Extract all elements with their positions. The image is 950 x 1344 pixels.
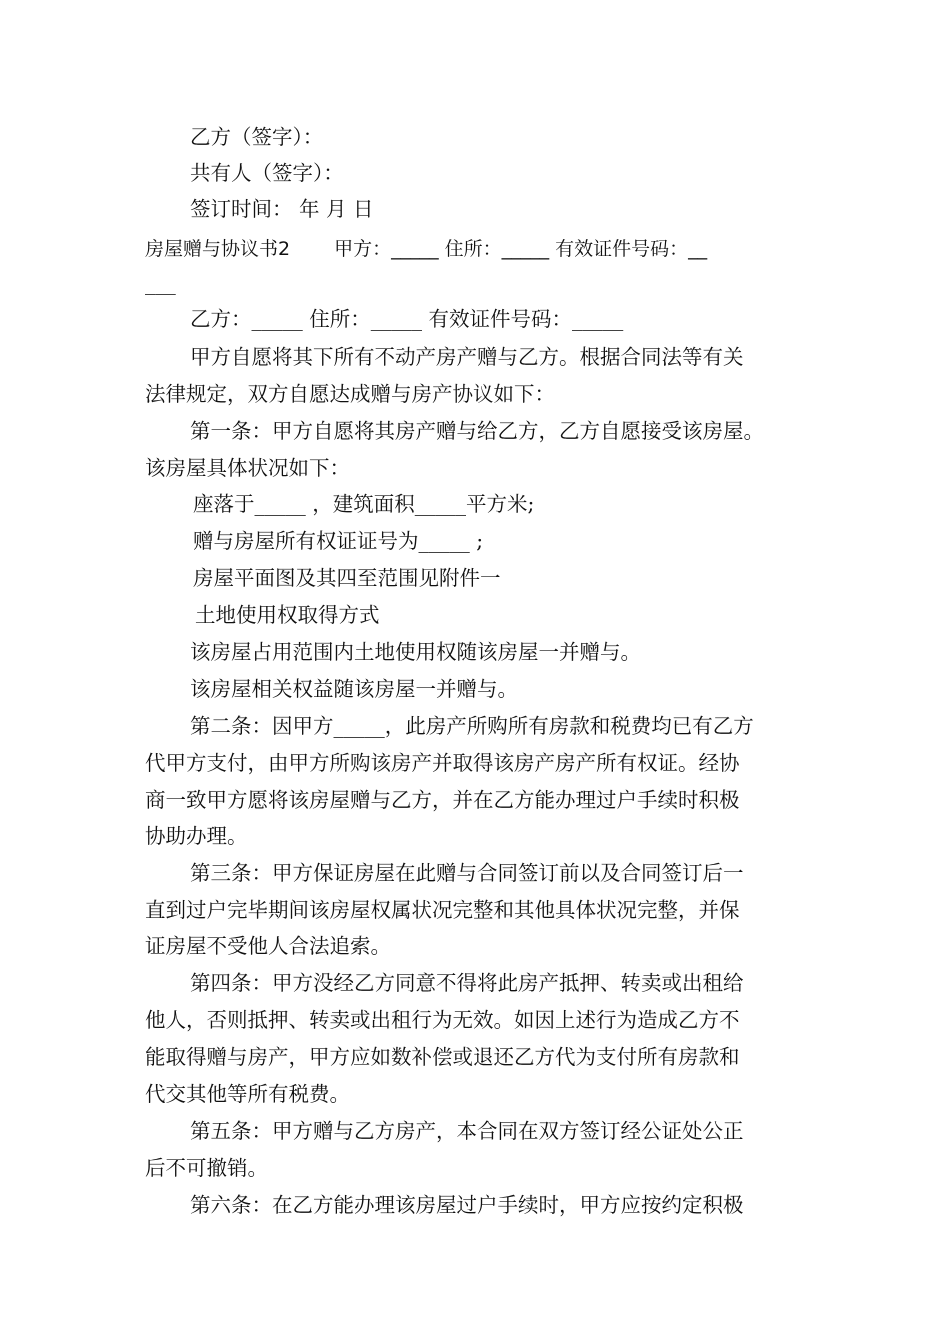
article-3: 第三条：甲方保证房屋在此赠与合同签订前以及合同签订后一 — [190, 861, 744, 885]
item-land-use-right: 土地使用权取得方式 — [195, 603, 380, 627]
body-line: 协助办理。 — [145, 824, 248, 848]
body-line: 甲方自愿将其下所有不动产房产赠与乙方。根据合同法等有关 — [190, 345, 744, 369]
body-line: 该房屋具体状况如下： — [145, 456, 350, 480]
document-title: 房屋赠与协议书2 — [145, 238, 291, 260]
item-certificate-number: 赠与房屋所有权证证号为_____ ; — [193, 529, 484, 553]
body-line: 该房屋相关权益随该房屋一并赠与。 — [190, 677, 518, 701]
body-line: 后不可撤销。 — [145, 1156, 268, 1180]
signing-date: 签订时间： 年 月 日 — [190, 197, 374, 221]
article-5: 第五条：甲方赠与乙方房产，本合同在双方签订经公证处公正 — [190, 1119, 744, 1143]
item-floor-plan: 房屋平面图及其四至范围见附件一 — [193, 566, 501, 590]
article-4: 第四条：甲方没经乙方同意不得将此房产抵押、转卖或出租给 — [190, 971, 744, 995]
title-line — [145, 236, 707, 262]
body-line: 他人，否则抵押、转卖或出租行为无效。如因上述行为造成乙方不 — [145, 1008, 740, 1032]
body-line: 该房屋占用范围内土地使用权随该房屋一并赠与。 — [190, 640, 641, 664]
party-a-info-continued: ___ — [145, 271, 176, 295]
article-2: 第二条：因甲方_____，此房产所购所有房款和税费均已有乙方 — [190, 714, 754, 738]
body-line: 商一致甲方愿将该房屋赠与乙方，并在乙方能办理过户手续时积极 — [145, 788, 740, 812]
body-line: 直到过户完毕期间该房屋权属状况完整和其他具体状况完整，并保 — [145, 898, 740, 922]
item-location-area: 座落于_____ ，建筑面积_____平方米; — [193, 492, 535, 516]
body-line: 代交其他等所有税费。 — [145, 1082, 350, 1106]
body-line: 法律规定，双方自愿达成赠与房产协议如下： — [145, 382, 555, 406]
article-6: 第六条：在乙方能办理该房屋过户手续时，甲方应按约定积极 — [190, 1193, 744, 1217]
party-a-info: 甲方：_____ 住所：_____ 有效证件号码：__ — [334, 238, 708, 260]
body-line: 证房屋不受他人合法追索。 — [145, 934, 391, 958]
party-b-info: 乙方：_____ 住所：_____ 有效证件号码：_____ — [190, 307, 624, 331]
signature-party-b: 乙方（签字）： — [190, 125, 324, 149]
body-line: 代甲方支付，由甲方所购该房产并取得该房产房产所有权证。经协 — [145, 751, 740, 775]
article-1: 第一条：甲方自愿将其房产赠与给乙方，乙方自愿接受该房屋。 — [190, 419, 764, 443]
signature-co-owner: 共有人（签字）： — [190, 161, 344, 185]
body-line: 能取得赠与房产，甲方应如数补偿或退还乙方代为支付所有房款和 — [145, 1045, 740, 1069]
